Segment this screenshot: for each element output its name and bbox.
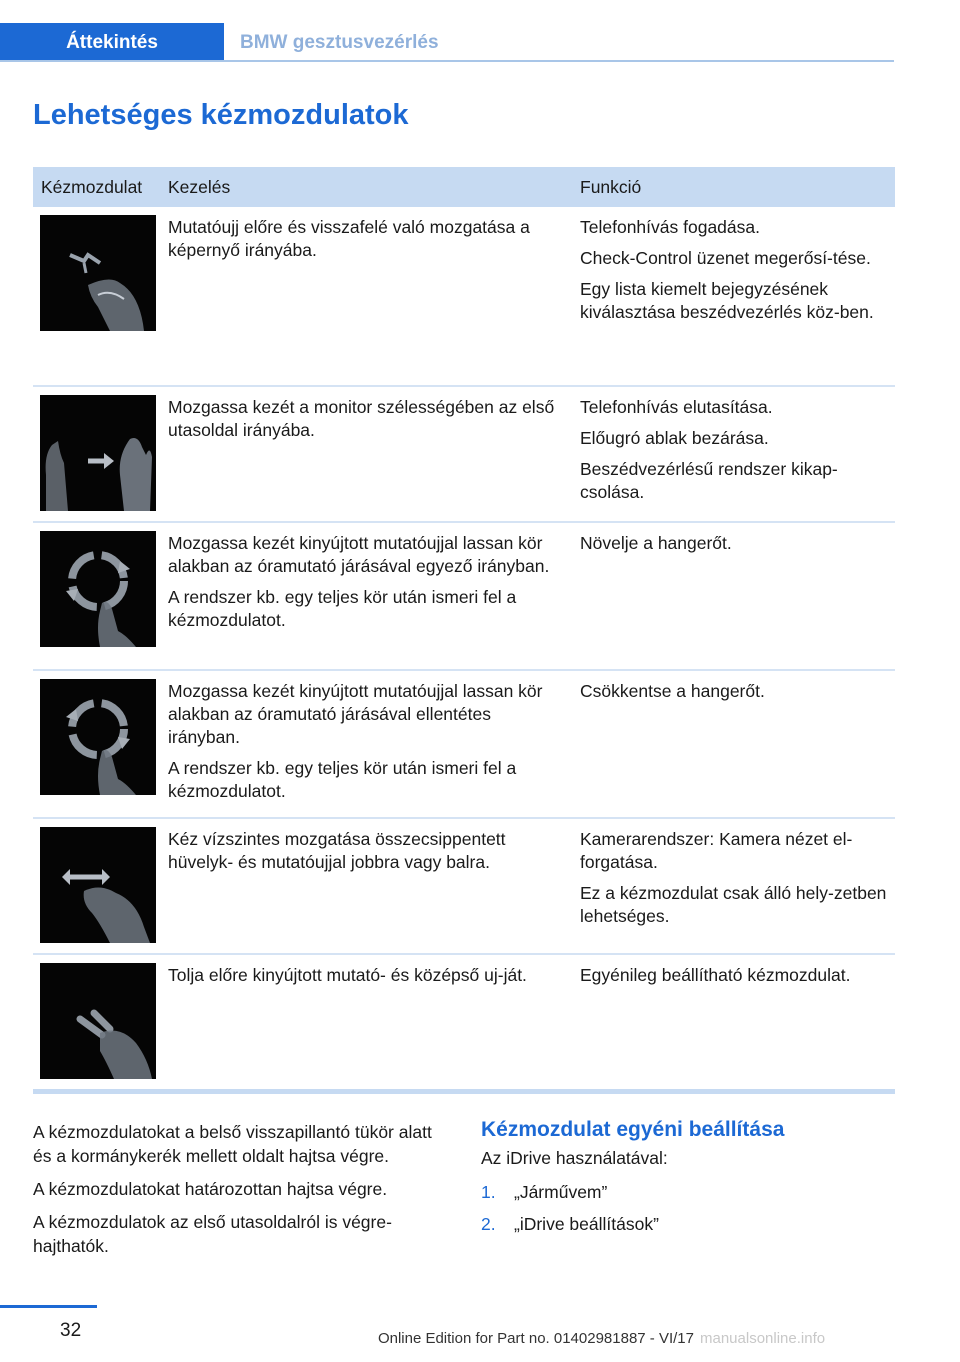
- paragraph: A kézmozdulatokat határozottan hajtsa végre.: [33, 1179, 388, 1199]
- gesture-cell: [33, 955, 161, 1089]
- column-header-function: Funkció: [580, 176, 642, 197]
- table-bottom-rule: [33, 1089, 895, 1094]
- operation-cell: [161, 387, 572, 521]
- table-row: [33, 387, 895, 523]
- table-row: [33, 955, 895, 1089]
- operation-text: Mozgassa kezét a monitor szélességében az első utasoldal irányába.: [168, 397, 555, 440]
- operation-cell: [161, 955, 572, 1089]
- function-text: Egyénileg beállítható kézmozdulat.: [580, 965, 851, 985]
- page-number: 32: [60, 1320, 82, 1341]
- function-text: Csökkentse a hangerőt.: [580, 681, 765, 701]
- function-text: Beszédvezérlésű rendszer kikap-csolása.: [580, 459, 838, 502]
- gesture-cell: [33, 207, 161, 385]
- table-row: [33, 671, 895, 819]
- pinch-horizontal-gesture-icon: [40, 827, 156, 943]
- circle-counterclockwise-gesture-icon: [40, 679, 156, 795]
- step-text: „iDrive beállítások”: [514, 1214, 659, 1234]
- tab-overview[interactable]: Áttekintés: [0, 23, 224, 62]
- tab-gesture-control[interactable]: BMW gesztusvezérlés: [240, 31, 439, 53]
- operation-cell: [161, 671, 572, 817]
- paragraph: A kézmozdulatokat a belső visszapillantó tükör alatt és a kormánykerék mellett oldalt hajtsa végre.: [33, 1122, 432, 1166]
- column-header-operation: Kezelés: [168, 176, 231, 197]
- watermark: manualsonline.info: [700, 1330, 826, 1347]
- hand-swipe-gesture-icon: [40, 395, 156, 511]
- operation-cell: [161, 207, 572, 385]
- function-cell: [572, 955, 895, 1089]
- function-cell: [572, 207, 895, 385]
- gesture-cell: [33, 819, 161, 953]
- column-header-gesture: Kézmozdulat: [41, 176, 143, 197]
- paragraph: A kézmozdulatok az első utasoldalról is végre-hajthatók.: [33, 1212, 392, 1256]
- edition-note: Online Edition for Part no. 01402981887 - VI/17: [377, 1330, 694, 1347]
- list-item: [481, 1180, 895, 1204]
- step-number: 2.: [481, 1214, 496, 1234]
- two-finger-push-gesture-icon: [40, 963, 156, 1079]
- usage-notes: [33, 1120, 453, 1267]
- header-bar: [0, 0, 894, 62]
- operation-text: Mozgassa kezét kinyújtott mutatóujjal lassan kör alakban az óramutató járásával ellentétes irányban.: [168, 681, 543, 747]
- function-text: Ez a kézmozdulat csak álló hely-zetben lehetséges.: [580, 883, 887, 926]
- operation-cell: [161, 523, 572, 669]
- section-title: Kézmozdulat egyéni beállítása: [481, 1118, 785, 1141]
- function-cell: [572, 387, 895, 521]
- gestures-table: [33, 167, 895, 1094]
- function-cell: [572, 523, 895, 669]
- function-text: Növelje a hangerőt.: [580, 533, 732, 553]
- list-item: [481, 1212, 895, 1236]
- page-title: Lehetséges kézmozdulatok: [33, 99, 409, 131]
- step-text: „Járművem”: [514, 1182, 608, 1202]
- function-text: Check-Control üzenet megerősí-tése.: [580, 248, 871, 268]
- gesture-cell: [33, 387, 161, 521]
- operation-text: A rendszer kb. egy teljes kör után ismeri fel a kézmozdulatot.: [168, 587, 517, 630]
- table-header: [33, 167, 895, 207]
- operation-text: Kéz vízszintes mozgatása összecsippentett hüvelyk- és mutatóujjal jobbra vagy balra.: [168, 829, 506, 872]
- function-text: Kamerarendszer: Kamera nézet el-forgatása.: [580, 829, 853, 872]
- gesture-cell: [33, 671, 161, 817]
- function-text: Telefonhívás fogadása.: [580, 217, 760, 237]
- circle-clockwise-gesture-icon: [40, 531, 156, 647]
- header-divider: [0, 60, 894, 62]
- function-text: Előugró ablak bezárása.: [580, 428, 769, 448]
- operation-text: Tolja előre kinyújtott mutató- és középső uj-ját.: [168, 965, 527, 985]
- operation-text: A rendszer kb. egy teljes kör után ismeri fel a kézmozdulatot.: [168, 758, 517, 801]
- operation-text: Mozgassa kezét kinyújtott mutatóujjal lassan kör alakban az óramutató járásával egyező irányban.: [168, 533, 550, 576]
- table-row: [33, 207, 895, 387]
- section-intro: Az iDrive használatával:: [481, 1148, 668, 1168]
- finger-tap-forward-gesture-icon: [40, 215, 156, 331]
- steps-list: [481, 1180, 895, 1236]
- table-row: [33, 819, 895, 955]
- gesture-cell: [33, 523, 161, 669]
- footer-rule: [0, 1305, 97, 1308]
- custom-gesture-section: [481, 1118, 895, 1244]
- operation-cell: [161, 819, 572, 953]
- function-cell: [572, 671, 895, 817]
- operation-text: Mutatóujj előre és visszafelé való mozgatása a képernyő irányába.: [168, 217, 530, 260]
- function-text: Egy lista kiemelt bejegyzésének kiválasztása beszédvezérlés köz-ben.: [580, 279, 874, 322]
- table-row: [33, 523, 895, 671]
- function-text: Telefonhívás elutasítása.: [580, 397, 773, 417]
- step-number: 1.: [481, 1182, 496, 1202]
- function-cell: [572, 819, 895, 953]
